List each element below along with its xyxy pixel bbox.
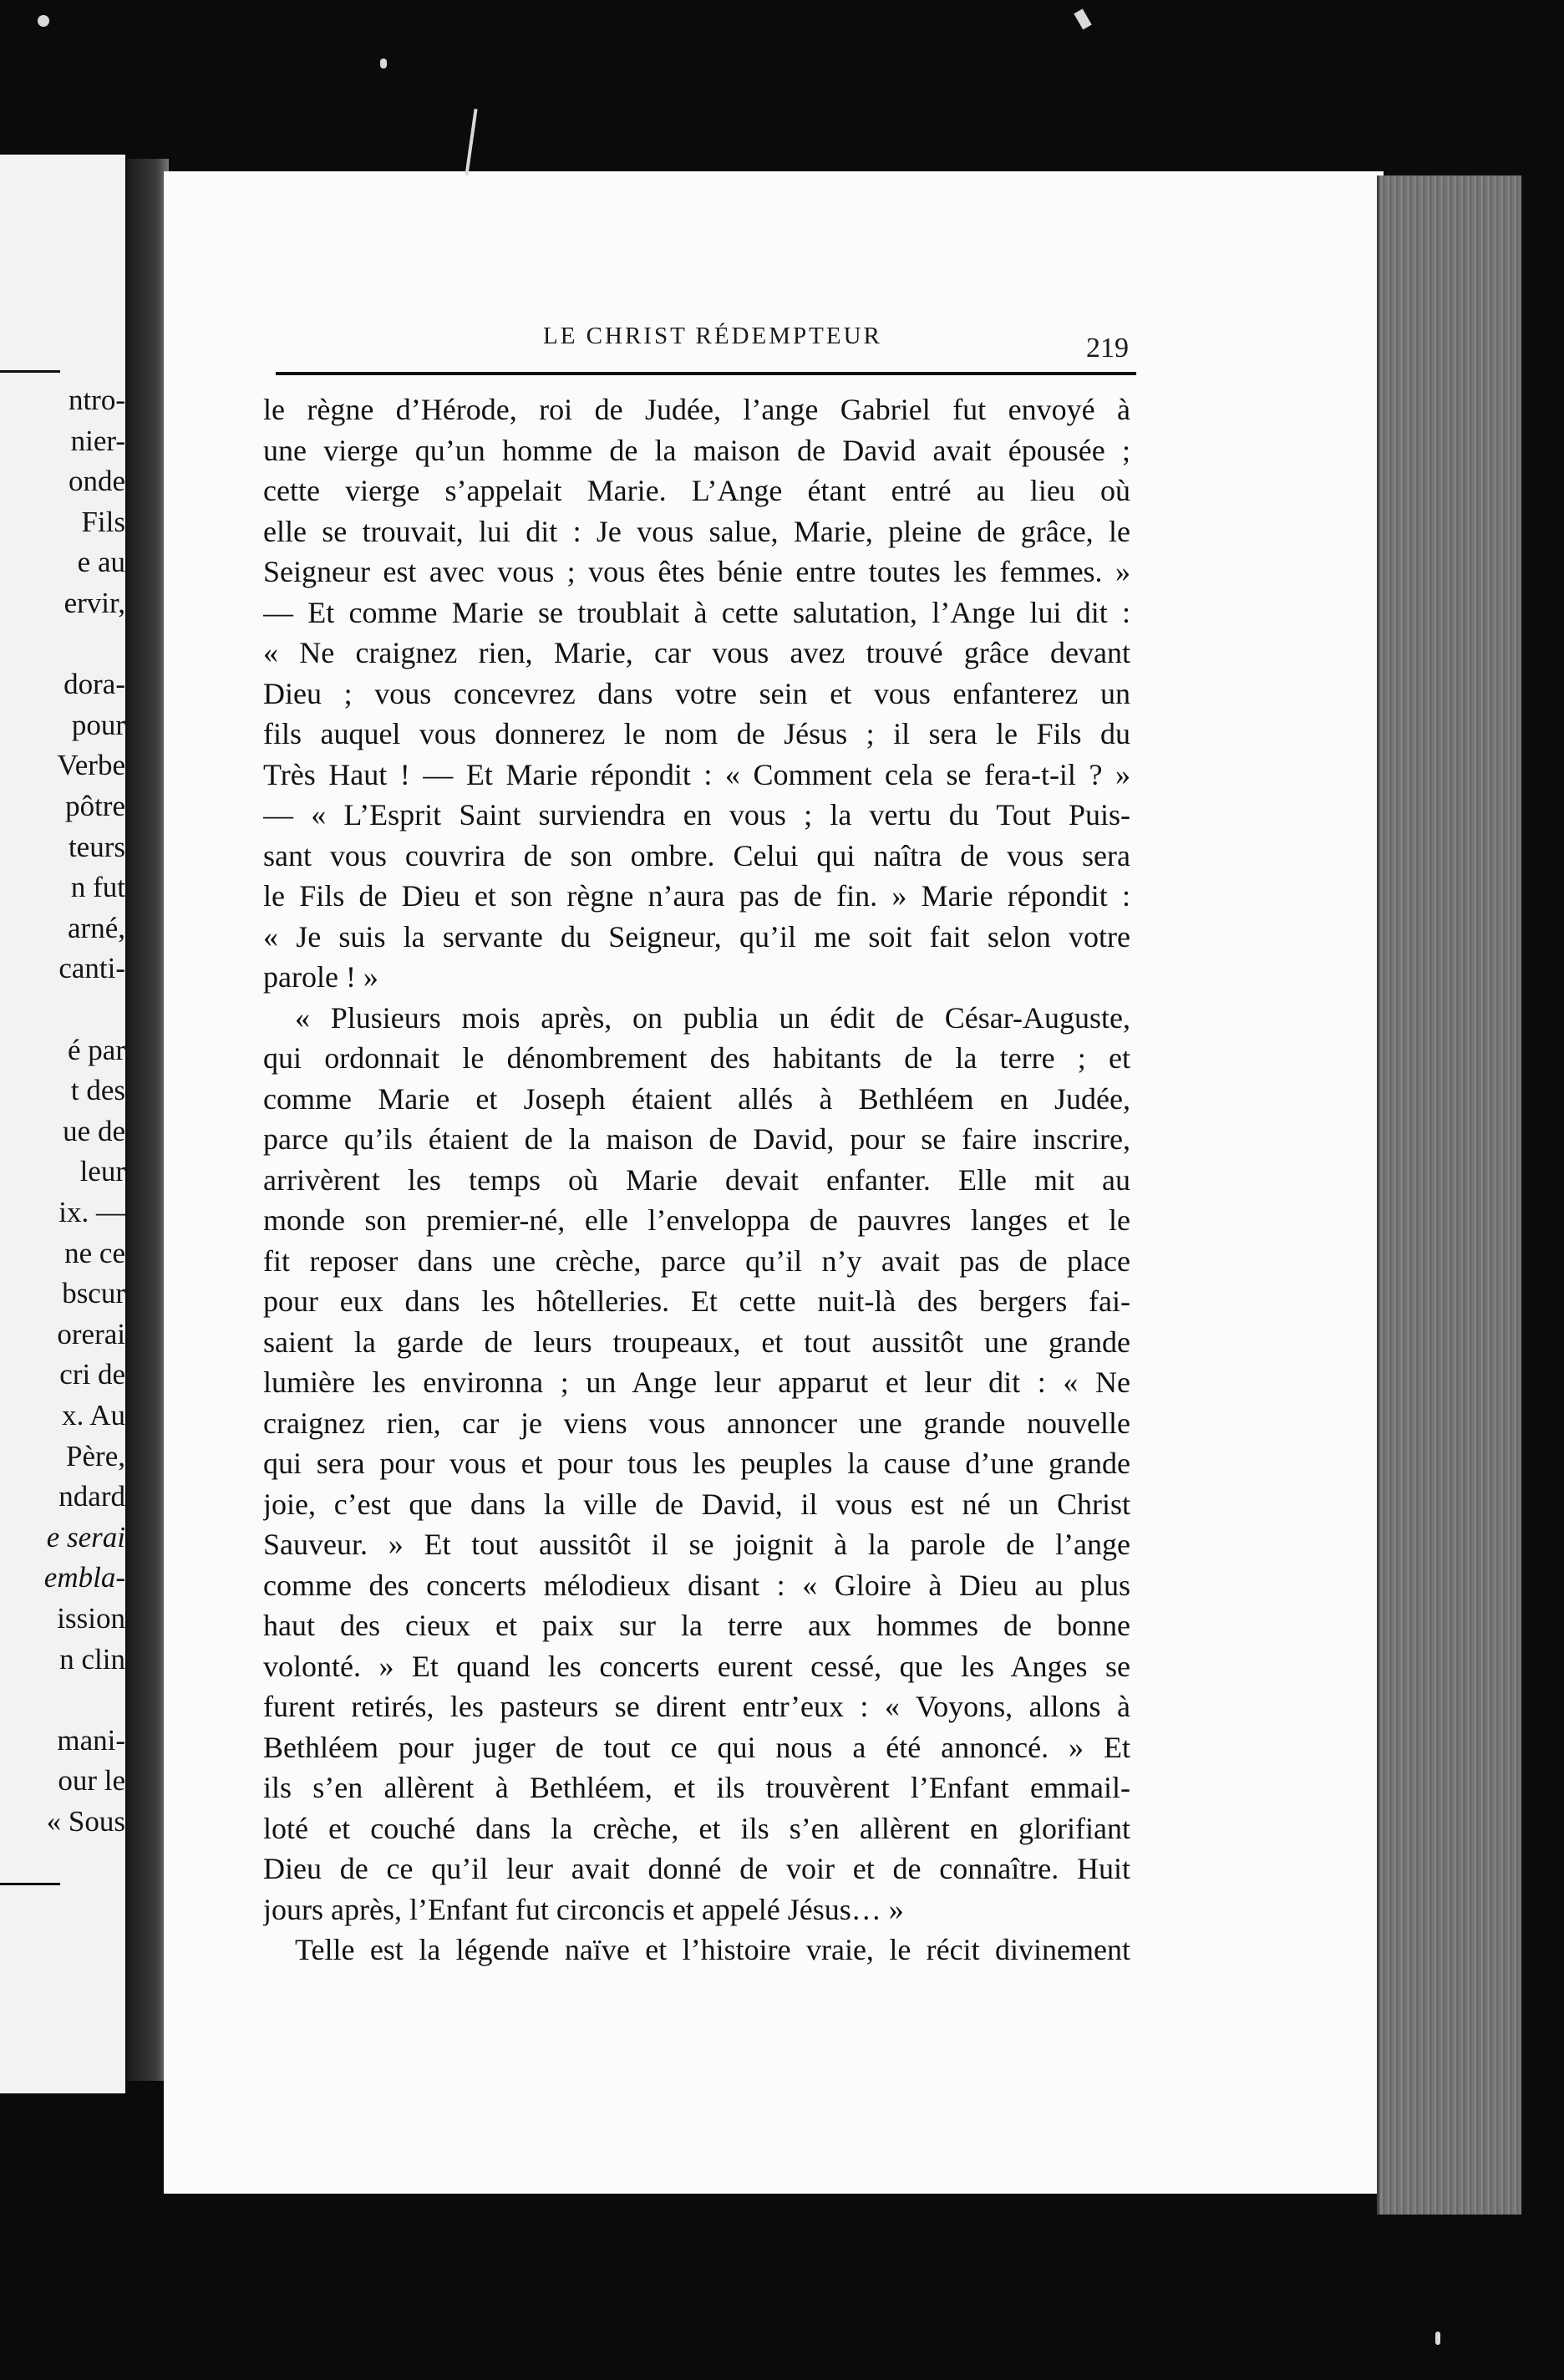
text-line: qui sera pour vous et pour tous les peuples la cause d’une grande bbox=[263, 1447, 1130, 1480]
left-page-line: arné, bbox=[68, 911, 125, 944]
text-line: craignez rien, car je viens vous annoncer une grande nouvelle bbox=[263, 1406, 1130, 1440]
left-page-line: leur bbox=[79, 1155, 125, 1188]
text-line: le règne d’Hérode, roi de Judée, l’ange Gabriel fut envoyé à bbox=[263, 393, 1130, 426]
text-line: « Plusieurs mois après, on publia un édit de César-Auguste, bbox=[295, 1000, 1130, 1035]
left-page-line: n clin bbox=[59, 1642, 125, 1676]
left-page-line: orerai bbox=[57, 1317, 125, 1350]
text-line: une vierge qu’un homme de la maison de David avait épousée ; bbox=[263, 433, 1130, 467]
text-line: saient la garde de leurs troupeaux, et tout aussitôt une grande bbox=[263, 1325, 1130, 1359]
text-line: pour eux dans les hôtelleries. Et cette nuit-là des bergers fai- bbox=[263, 1284, 1130, 1318]
left-page-line: Fils bbox=[81, 505, 125, 538]
left-page-line: ntro- bbox=[68, 384, 125, 416]
left-page-line: nier- bbox=[70, 424, 125, 457]
text-line: Telle est la légende naïve et l’histoire vraie, le récit divinement bbox=[295, 1933, 1130, 1966]
text-line: « Je suis la servante du Seigneur, qu’il me soit fait selon votre bbox=[263, 919, 1130, 954]
text-line: haut des cieux et paix sur la terre aux hommes de bonne bbox=[263, 1609, 1130, 1642]
text-line: loté et couché dans la crèche, et ils s’en allèrent en glorifiant bbox=[263, 1811, 1130, 1845]
text-line: furent retirés, les pasteurs se dirent entr’eux : « Voyons, allons à bbox=[263, 1690, 1130, 1723]
page-block-edge bbox=[1377, 175, 1521, 2215]
text-line: arrivèrent les temps où Marie devait enfanter. Elle mit au bbox=[263, 1162, 1130, 1197]
left-page-line: e au bbox=[77, 546, 125, 579]
text-line: volonté. » Et quand les concerts eurent cessé, que les Anges se bbox=[263, 1649, 1130, 1683]
left-page-line: ndard bbox=[58, 1480, 125, 1513]
scan-scratch bbox=[465, 109, 477, 175]
text-line: le Fils de Dieu et son règne n’aura pas de fin. » Marie répondit : bbox=[263, 879, 1130, 913]
left-page-top-rule bbox=[0, 370, 60, 373]
left-page-line: ue de bbox=[63, 1114, 125, 1147]
left-page-line: embla- bbox=[43, 1561, 125, 1594]
left-page-line: ne ce bbox=[64, 1236, 125, 1269]
text-line: cette vierge s’appelait Marie. L’Ange étant entré au lieu où bbox=[263, 474, 1130, 507]
left-page-line: Père, bbox=[66, 1439, 125, 1472]
left-page bbox=[0, 155, 125, 2093]
left-page-line: ervir, bbox=[63, 587, 125, 619]
left-page-line: canti- bbox=[58, 952, 125, 985]
scan-speck bbox=[38, 15, 49, 27]
left-page-line: x. Au bbox=[62, 1399, 125, 1432]
text-line: lumière les environna ; un Ange leur apparut et leur dit : « Ne bbox=[263, 1365, 1130, 1399]
left-page-line: n fut bbox=[70, 871, 125, 904]
header-rule bbox=[276, 372, 1136, 375]
text-line: comme Marie et Joseph étaient allés à Bethléem en Judée, bbox=[263, 1081, 1130, 1116]
left-page-line: pôtre bbox=[65, 790, 125, 822]
left-page-line: « Sous bbox=[46, 1805, 125, 1838]
scan-speck bbox=[1074, 8, 1091, 29]
text-line: fils auquel vous donnerez le nom de Jésus ; il sera le Fils du bbox=[263, 717, 1130, 750]
left-page-line: é par bbox=[68, 1033, 125, 1066]
left-page-line: teurs bbox=[68, 830, 125, 863]
text-line: ils s’en allèrent à Bethléem, et ils trouvèrent l’Enfant emmail- bbox=[263, 1771, 1130, 1804]
left-page-line: ission bbox=[57, 1602, 125, 1635]
page-number: 219 bbox=[1086, 333, 1129, 364]
body-text bbox=[263, 389, 1130, 1971]
text-line: Dieu de ce qu’il leur avait donné de voir et de connaître. Huit bbox=[263, 1852, 1130, 1885]
scan-speck bbox=[1435, 2332, 1440, 2345]
text-line: Bethléem pour juger de tout ce qui nous a été annoncé. » Et bbox=[263, 1730, 1130, 1764]
text-line: joie, c’est que dans la ville de David, il vous est né un Christ bbox=[263, 1487, 1130, 1521]
left-page-line: cri de bbox=[59, 1358, 125, 1391]
text-line: fit reposer dans une crèche, parce qu’il n’y avait pas de place bbox=[263, 1243, 1130, 1278]
book-gutter bbox=[127, 159, 169, 2081]
text-line: sant vous couvrira de son ombre. Celui qui naîtra de vous sera bbox=[263, 838, 1130, 872]
left-page-line: Verbe bbox=[57, 749, 125, 782]
scan-speck bbox=[380, 58, 387, 69]
left-page-line: dora- bbox=[63, 668, 125, 701]
text-line: Dieu ; vous concevrez dans votre sein et vous enfanterez un bbox=[263, 676, 1130, 710]
text-line: Seigneur est avec vous ; vous êtes bénie entre toutes les femmes. » bbox=[263, 555, 1130, 588]
text-line: Très Haut ! — Et Marie répondit : « Comment cela se fera-t-il ? » bbox=[263, 757, 1130, 791]
text-line: qui ordonnait le dénombrement des habitants de la terre ; et bbox=[263, 1041, 1130, 1075]
left-page-line: t des bbox=[70, 1074, 125, 1107]
text-line: parce qu’ils étaient de la maison de David, pour se faire inscrire, bbox=[263, 1122, 1130, 1156]
text-line: parole ! » bbox=[263, 960, 378, 994]
left-page-line: mani- bbox=[57, 1723, 125, 1757]
text-line: — « L’Esprit Saint surviendra en vous ; la vertu du Tout Puis- bbox=[263, 798, 1130, 831]
left-page-bottom-rule bbox=[0, 1883, 60, 1885]
text-line: elle se trouvait, lui dit : Je vous salue, Marie, pleine de grâce, le bbox=[263, 514, 1130, 548]
left-page-line: our le bbox=[58, 1764, 125, 1798]
text-line: « Ne craignez rien, Marie, car vous avez trouvé grâce devant bbox=[263, 636, 1130, 669]
text-line: comme des concerts mélodieux disant : « Gloire à Dieu au plus bbox=[263, 1568, 1130, 1602]
left-page-line: onde bbox=[68, 465, 125, 498]
left-page-line: ix. — bbox=[58, 1196, 125, 1228]
running-head: LE CHRIST RÉDEMPTEUR bbox=[543, 323, 882, 349]
text-line: — Et comme Marie se troublait à cette salutation, l’Ange lui dit : bbox=[263, 595, 1130, 629]
text-line: jours après, l’Enfant fut circoncis et appelé Jésus… » bbox=[263, 1892, 904, 1926]
left-page-line: pour bbox=[71, 708, 125, 741]
text-line: monde son premier-né, elle l’enveloppa de pauvres langes et le bbox=[263, 1203, 1130, 1237]
left-page-line: bscur bbox=[62, 1277, 125, 1310]
text-line: Sauveur. » Et tout aussitôt il se joignit à la parole de l’ange bbox=[263, 1528, 1130, 1561]
left-page-line: e serai bbox=[46, 1520, 125, 1554]
